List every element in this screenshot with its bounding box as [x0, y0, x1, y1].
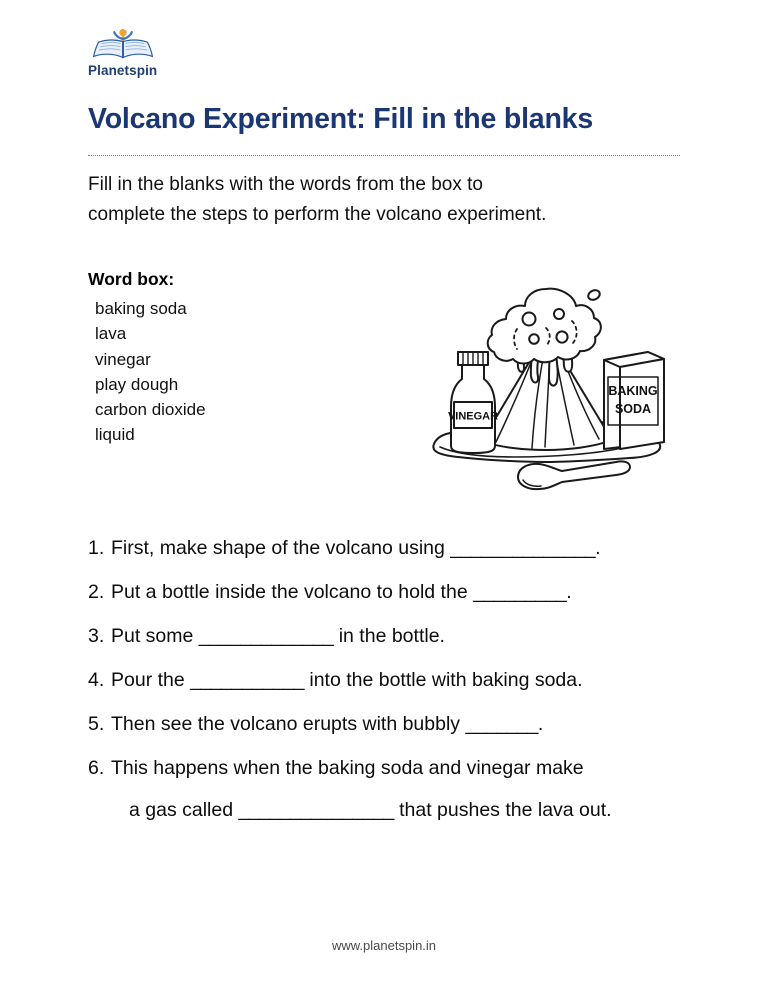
question-text — [111, 756, 680, 823]
question-text-before: First, make shape of the volcano using — [111, 537, 451, 560]
question-text-before: Put a bottle inside the volcano to hold the — [111, 581, 474, 604]
question-number: 3. — [88, 625, 105, 648]
question-item — [88, 536, 680, 561]
instructions-line-2: complete the steps to perform the volcano experiment. — [88, 204, 547, 226]
question-text-after: . — [537, 713, 544, 736]
question-item — [88, 712, 680, 737]
bottle-label-text: VINEGAR — [447, 410, 499, 423]
questions-list — [88, 536, 680, 823]
answer-blank[interactable]: _________ — [473, 581, 567, 604]
instructions-line-1: Fill in the blanks with the words from the box to — [88, 173, 483, 195]
word-box-item: liquid — [95, 425, 135, 445]
foam-bubble — [529, 334, 539, 344]
question-text-after: . — [595, 537, 601, 560]
question-item — [88, 756, 680, 823]
question-number: 2. — [88, 581, 105, 604]
volcano-experiment-illustration — [422, 281, 672, 496]
question-text-line2-after: that pushes the lava out. — [393, 798, 612, 821]
question-number: 6. — [88, 757, 105, 779]
question-number: 5. — [88, 713, 105, 736]
question-item — [88, 580, 680, 605]
question-text-line-2 — [111, 798, 680, 823]
page-title: Volcano Experiment: Fill in the blanks — [88, 102, 593, 135]
question-text-after: in the bottle. — [333, 625, 445, 648]
box-label-line-2: SODA — [614, 402, 652, 417]
question-text-before: Then see the volcano erupts with bubbly — [111, 713, 466, 736]
question-item — [88, 624, 680, 649]
question-text-before: Put some — [111, 625, 199, 648]
box-label-line-1: BAKING — [608, 384, 658, 399]
word-box-title: Word box: — [88, 269, 175, 290]
question-number: 4. — [88, 669, 105, 692]
question-text — [111, 536, 680, 561]
question-text-before: This happens when the baking soda and vinegar make — [111, 757, 584, 779]
question-text-line2-before: a gas called — [129, 798, 239, 821]
word-box — [88, 269, 348, 447]
foam-bubble — [554, 309, 564, 319]
question-text — [111, 668, 680, 693]
word-box-list — [88, 296, 348, 447]
answer-blank[interactable]: ___________ — [190, 669, 304, 692]
wordbox-and-illustration — [88, 269, 680, 496]
question-item — [88, 668, 680, 693]
word-box-item: carbon dioxide — [95, 399, 206, 419]
word-box-item: vinegar — [95, 349, 151, 369]
spoon — [518, 462, 630, 490]
question-text — [111, 580, 680, 605]
foam-bubble — [556, 332, 567, 343]
footer-url[interactable]: www.planetspin.in — [331, 938, 437, 953]
instructions — [88, 170, 680, 232]
flying-droplet — [587, 289, 602, 302]
eruption-foam-cloud — [488, 289, 601, 364]
answer-blank[interactable]: _______ — [465, 713, 538, 736]
foam-bubble — [523, 313, 536, 326]
answer-blank[interactable]: _______________ — [238, 798, 394, 821]
word-box-item: baking soda — [95, 299, 187, 319]
question-number: 1. — [88, 537, 105, 560]
question-text — [111, 624, 680, 649]
title-divider — [88, 155, 680, 156]
question-text-after: . — [566, 581, 572, 604]
answer-blank[interactable]: _____________ — [198, 625, 334, 648]
question-text-after: into the bottle with baking soda. — [303, 669, 583, 692]
volcano-experiment-drawing — [422, 281, 672, 496]
brand-logo — [88, 0, 180, 79]
question-text-before: Pour the — [111, 669, 191, 692]
word-box-item: play dough — [95, 374, 179, 394]
word-box-item: lava — [95, 324, 127, 344]
open-book-with-person-icon — [92, 28, 154, 62]
brand-name: Planetspin — [88, 63, 158, 78]
question-text — [111, 712, 680, 737]
answer-blank[interactable]: ______________ — [450, 537, 596, 560]
